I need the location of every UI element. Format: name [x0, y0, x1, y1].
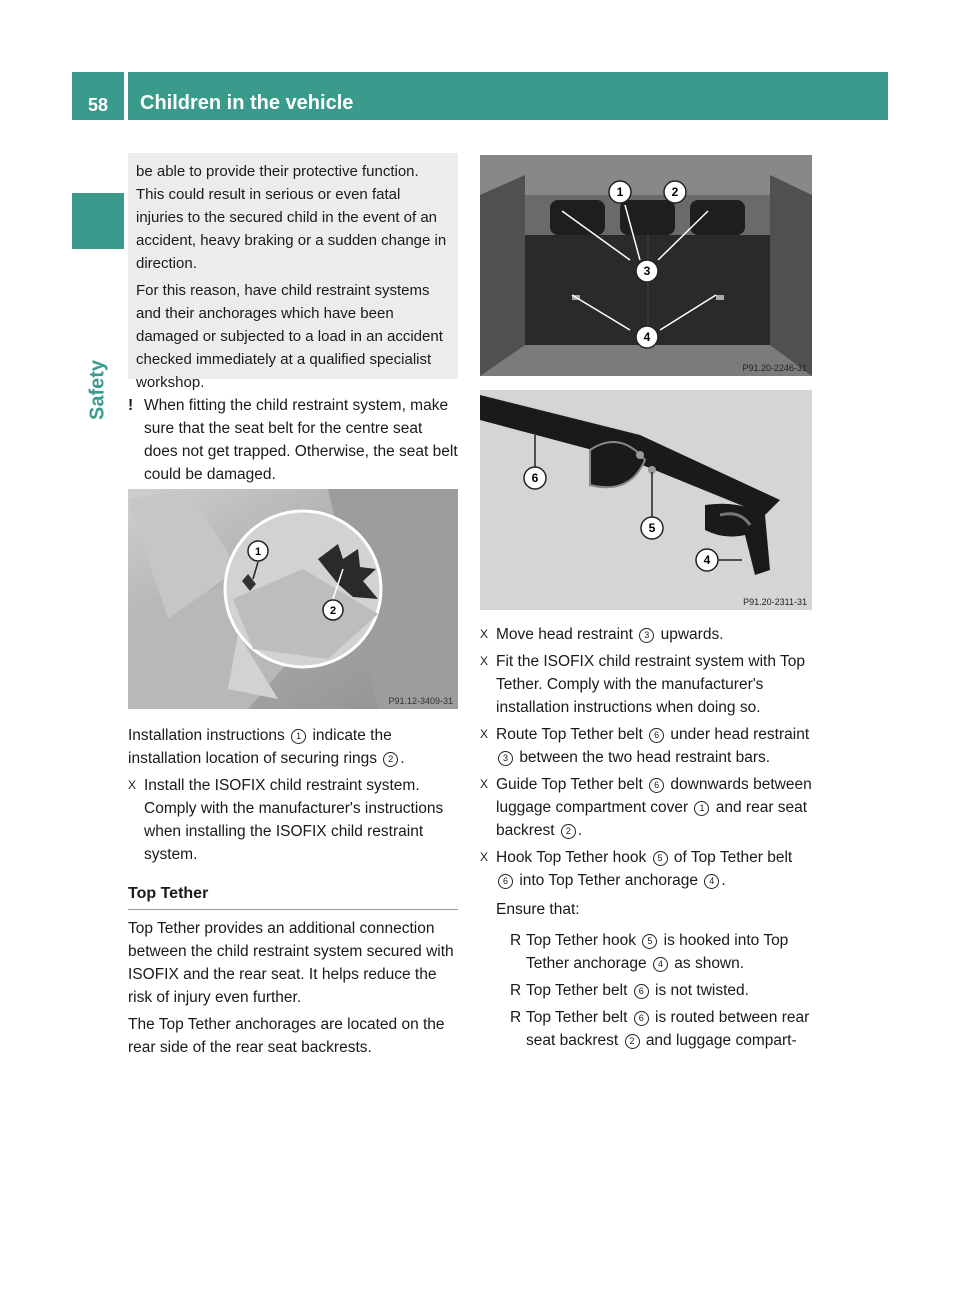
check-text: Top Tether belt	[526, 982, 628, 999]
check-text: is hooked into Top Tether anchorage	[526, 932, 789, 972]
step-text: Hook Top Tether hook	[496, 849, 647, 866]
bullet-icon: R	[510, 932, 522, 949]
install-step	[128, 774, 460, 866]
step-item	[480, 846, 814, 892]
step-text: Fit the ISOFIX child restraint system with Top Tether. Comply with the manufacturer's installation instructions when doing so.	[496, 653, 805, 716]
step-item	[480, 723, 814, 769]
step-arrow-icon: X	[480, 727, 489, 741]
step-text: and rear seat backrest	[496, 799, 808, 839]
ensure-label: Ensure that:	[496, 901, 580, 918]
warning-paragraph: For this reason, have child restraint systems and their anchorages which have been damaged or subjected to a load in an accident checked immediately at a qualified specialist workshop.	[136, 282, 443, 391]
step-text: under head restraint	[670, 726, 810, 743]
check-item	[480, 929, 814, 975]
figure-luggage-compartment	[480, 155, 812, 376]
callout-1: 1	[254, 546, 262, 558]
page-number: 58	[72, 72, 124, 120]
step-item	[480, 650, 814, 719]
check-item	[480, 1006, 814, 1052]
ref-6: 6	[649, 778, 664, 793]
step-arrow-icon: X	[128, 778, 137, 792]
step-text: Move head restraint	[496, 626, 633, 643]
ref-4: 4	[653, 957, 668, 972]
step-text: .	[721, 872, 726, 889]
callout-2: 2	[329, 605, 337, 617]
ref-5: 5	[653, 851, 668, 866]
ref-4: 4	[704, 874, 719, 889]
notice-icon: !	[128, 397, 134, 414]
ref-2: 2	[561, 824, 576, 839]
ref-1: 1	[694, 801, 709, 816]
top-tether-section	[128, 917, 460, 1059]
ref-6: 6	[498, 874, 513, 889]
check-item	[480, 979, 814, 1002]
check-text: as shown.	[674, 955, 745, 972]
bullet-icon: R	[510, 982, 522, 999]
install-text: .	[400, 750, 405, 767]
section-tab	[72, 193, 124, 249]
warning-paragraph: be able to provide their protective function. This could result in serious or even fatal injuries to the secured child in the event of an accident, heavy braking or a sudden change in direction.	[136, 163, 447, 272]
step-arrow-icon: X	[480, 850, 489, 864]
figure-code: P91.12-3409-31	[388, 696, 453, 706]
top-tether-paragraph: The Top Tether anchorages are located on the rear side of the rear seat backrests.	[128, 1016, 445, 1056]
figure-top-tether-belt	[480, 390, 812, 610]
ref-1: 1	[291, 729, 306, 744]
step-text: Install the ISOFIX child restraint system. Comply with the manufacturer's instructions when installing the ISOFIX child restraint system.	[144, 777, 444, 863]
page-title: Children in the vehicle	[128, 72, 888, 120]
step-arrow-icon: X	[480, 654, 489, 668]
bullet-icon: R	[510, 1009, 522, 1026]
step-arrow-icon: X	[480, 627, 489, 641]
step-text: Guide Top Tether belt	[496, 776, 643, 793]
step-item	[480, 623, 814, 646]
step-text: between the two head restraint bars.	[519, 749, 771, 766]
ref-3: 3	[498, 751, 513, 766]
top-tether-paragraph: Top Tether provides an additional connection between the child restraint system secured with ISOFIX and the rear seat. It helps reduce the risk of injury even further.	[128, 920, 454, 1006]
install-text: indicate the installation location of securing rings	[128, 727, 392, 767]
check-text: and luggage compart-	[645, 1032, 797, 1049]
step-text: downwards between luggage compartment cover	[496, 776, 812, 816]
warning-box	[128, 153, 458, 391]
belt-illustration	[480, 390, 812, 610]
step-item	[480, 773, 814, 842]
callout-5: 5	[648, 521, 656, 535]
check-text: is not twisted.	[655, 982, 749, 999]
check-text: is routed between rear seat backrest	[526, 1009, 810, 1049]
luggage-illustration	[480, 155, 812, 376]
step-text: upwards.	[660, 626, 724, 643]
ref-2: 2	[383, 752, 398, 767]
callout-2: 2	[671, 185, 679, 199]
install-text: Installation instructions	[128, 727, 285, 744]
notice-text: When fitting the child restraint system, make sure that the seat belt for the centre seat does not get trapped. Otherwise, the seat belt could be damaged.	[144, 397, 458, 483]
isofix-illustration	[128, 489, 458, 709]
step-text: .	[577, 822, 583, 839]
ref-6: 6	[634, 1011, 649, 1026]
callout-4: 4	[643, 330, 651, 344]
figure-code: P91.20-2311-31	[743, 597, 807, 607]
ref-2: 2	[625, 1034, 640, 1049]
damage-notice	[128, 394, 460, 486]
install-paragraph	[128, 724, 460, 770]
callout-1: 1	[616, 185, 624, 199]
figure-isofix-rings	[128, 489, 458, 709]
callout-3: 3	[643, 264, 651, 278]
check-text: Top Tether belt	[526, 1009, 628, 1026]
step-arrow-icon: X	[480, 777, 489, 791]
check-text: Top Tether hook	[526, 932, 637, 949]
callout-4: 4	[703, 553, 711, 567]
callout-6: 6	[531, 471, 539, 485]
figure-code: P91.20-2246-31	[742, 363, 807, 373]
section-heading: Top Tether	[128, 885, 458, 910]
ref-6: 6	[649, 728, 664, 743]
steps-section	[480, 623, 814, 1056]
step-text: Route Top Tether belt	[496, 726, 643, 743]
ref-5: 5	[642, 934, 657, 949]
ref-3: 3	[639, 628, 654, 643]
ref-6: 6	[634, 984, 649, 999]
step-text: of Top Tether belt	[673, 849, 793, 866]
install-section	[128, 724, 460, 870]
section-label: Safety	[86, 359, 109, 421]
step-text: into Top Tether anchorage	[519, 872, 698, 889]
